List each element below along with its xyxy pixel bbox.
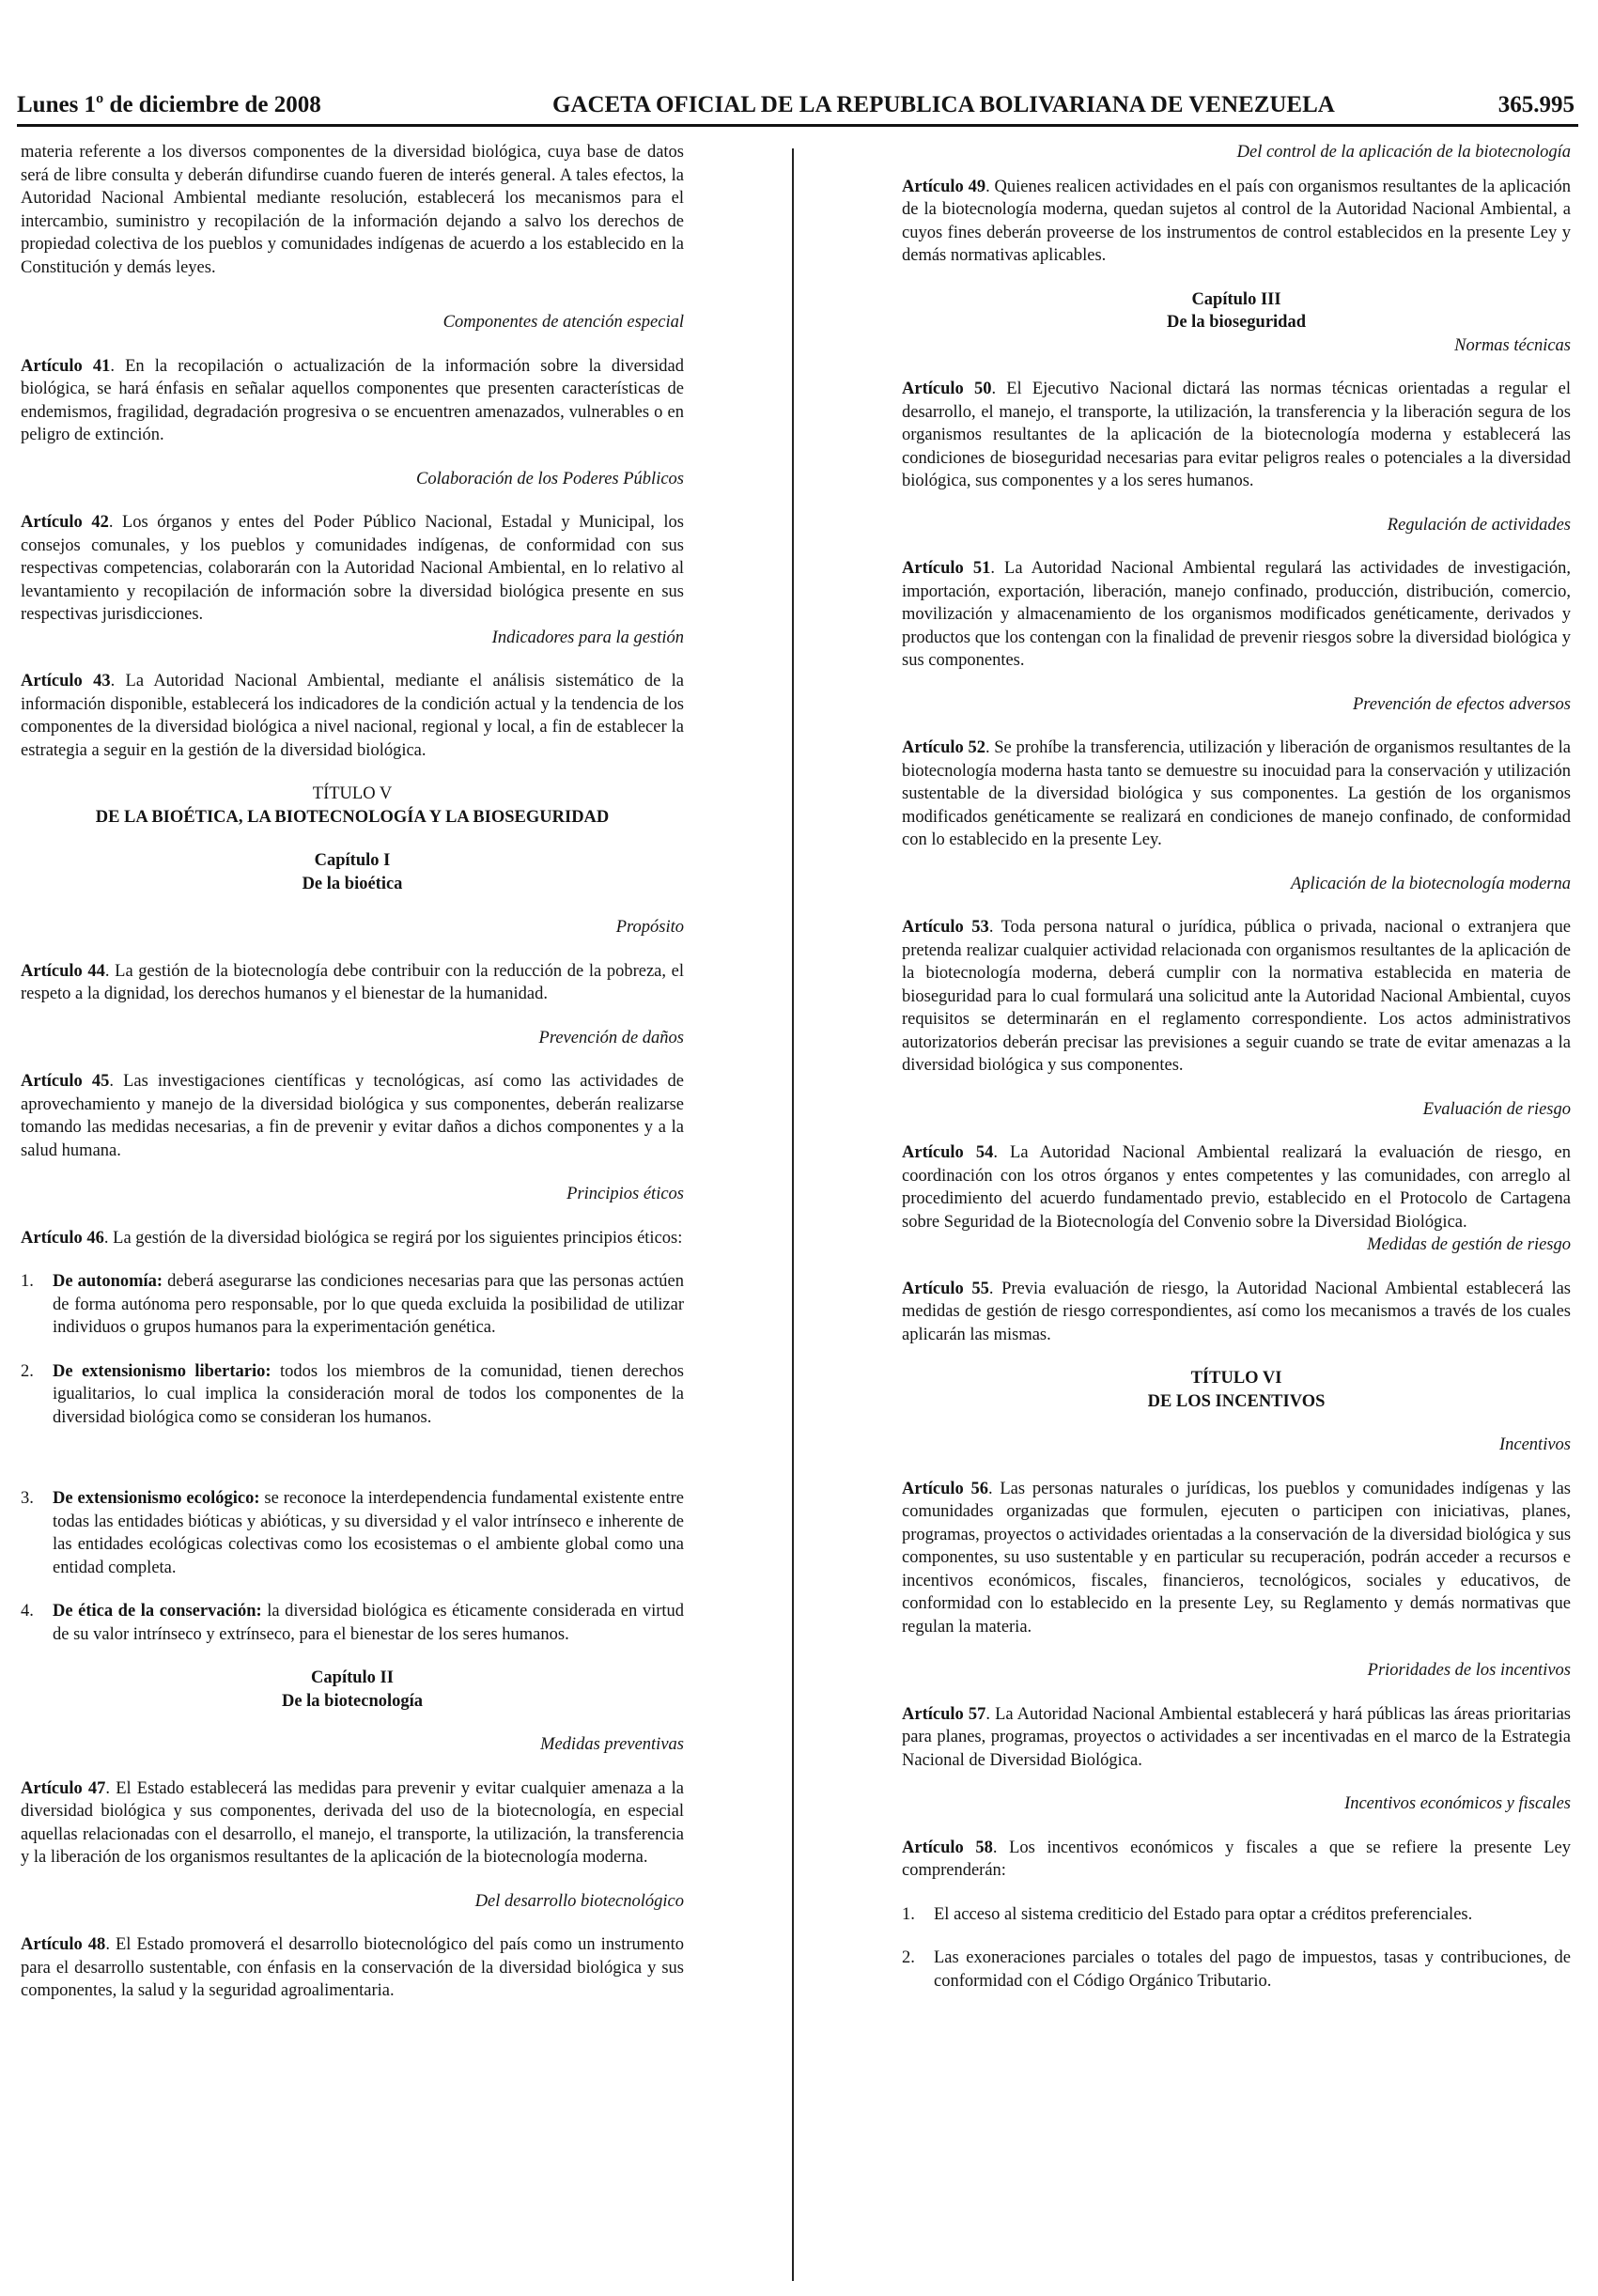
column-divider [792, 148, 794, 2281]
article-49 [902, 176, 1571, 268]
article-56-text: . Las personas naturales o jurídicas, los pueblos y comunidades indígenas y las comunidades organizadas que formulen, ejecuten o participen con iniciativas, planes, programas, proyectos o actividades orientadas a la conservación de la diversidad biológica y sus componentes, su uso sustentable y en particular su recuperación, podrán acceder a recursos e incentivos económicos, fiscales, financieros, tecnológicos, sociales y educativos, de conformidad con lo establecido en la presente Ley, su Reglamento y demás normativas que regulan la materia. [902, 1479, 1572, 1637]
capitulo-ii: Capítulo II [311, 1668, 394, 1687]
capitulo-iii: Capítulo III [1191, 289, 1281, 309]
article-55-text: . Previa evaluación de riesgo, la Autoridad Nacional Ambiental establecerá las medidas de gestión de riesgo correspondientes, así como los mecanismos a través de los cuales aplicarán las mismas. [902, 1279, 1571, 1344]
capitulo-i: Capítulo I [314, 851, 391, 870]
incentive-text: El acceso al sistema crediticio del Estado para optar a créditos preferenciales. [934, 1904, 1473, 1924]
article-50-label: Artículo 50 [902, 380, 992, 398]
article-56 [902, 1478, 1571, 1639]
list-item [902, 1903, 1571, 1927]
article-51-label: Artículo 51 [902, 559, 991, 578]
article-58-text: . Los incentivos económicos y fiscales a que se refiere la presente Ley comprenderán: [902, 1838, 1571, 1880]
article-41-label: Artículo 41 [21, 356, 111, 376]
subheading-art52: Prevención de efectos adversos [1352, 694, 1571, 714]
subheading-art57: Prioridades de los incentivos [1367, 1661, 1571, 1680]
article-49-text: . Quienes realicen actividades en el país con organismos resultantes de la aplicación de la biotecnología moderna, quedan sujetos al control de la Autoridad Nacional Ambiental, a cuyos fines deberán proveerse de los instrumentos de control establecidos en la presente Ley y demás normativas aplicables. [902, 177, 1571, 265]
article-49-label: Artículo 49 [902, 177, 986, 196]
article-58-label: Artículo 58 [902, 1838, 993, 1857]
subheading-art45: Prevención de daños [538, 1028, 684, 1047]
article-57-text: . La Autoridad Nacional Ambiental establecerá y hará públicas las áreas prioritarias para planes, programas, proyectos o actividades a ser incentivadas en el marco de la Estrategia Nacional de Diversidad Biológica. [902, 1704, 1571, 1770]
titulo-vi: TÍTULO VI [1190, 1369, 1282, 1388]
header-title: GACETA OFICIAL DE LA REPUBLICA BOLIVARIANA DE VENEZUELA [552, 92, 1335, 117]
list-item-number: 1. [902, 1904, 915, 1924]
list-item [21, 1270, 684, 1340]
subheading-art46: Principios éticos [566, 1185, 684, 1203]
subheading-art41: Componentes de atención especial [442, 313, 684, 332]
subheading-art44: Propósito [615, 918, 684, 937]
list-item [21, 1600, 684, 1646]
subheading-art54: Evaluación de riesgo [1422, 1099, 1571, 1119]
list-item-number: 4. [21, 1602, 34, 1621]
page-number: 365.995 [1497, 92, 1575, 117]
article-48-text: . El Estado promoverá el desarrollo biotecnológico del país como un instrumento para el desarrollo sustentable, con énfasis en la conservación de la diversidad biológica y sus componentes, la salud y la seguridad agroalimentaria. [21, 1935, 685, 2000]
list-item [902, 1947, 1571, 1993]
article-57 [902, 1703, 1571, 1773]
article-43 [21, 670, 684, 762]
intro-paragraph: materia referente a los diversos componentes de la diversidad biológica, cuya base de datos será de libre consulta y deberán difundirse cuando fueren de interés general. A tales efectos, la Autoridad Nacional Ambiental mediante resolución, establecerá los mecanismos para el intercambio, suministro y recopilación de la información dejando a salvo los derechos de propiedad colectiva de los pueblos y comunidades indígenas de acuerdo a los establecido en la Constitución y demás leyes. [21, 143, 684, 277]
article-45-text: . Las investigaciones científicas y tecnológicas, así como las actividades de aprovechamiento y manejo de la diversidad biológica y sus componentes, deberán realizarse tomando las medidas necesarias, a fin de prevenir y evitar daños a dichos componentes y a la salud humana. [21, 1072, 685, 1160]
subheading-art48: Del desarrollo biotecnológico [474, 1891, 684, 1911]
subheading-art56: Incentivos [1498, 1435, 1571, 1454]
article-44-label: Artículo 44 [21, 961, 105, 981]
article-56-label: Artículo 56 [902, 1479, 989, 1498]
article-52-label: Artículo 52 [902, 738, 985, 757]
capitulo-ii-name: De la biotecnología [281, 1691, 424, 1711]
subheading-art50: Normas técnicas [1454, 335, 1571, 355]
right-column [902, 141, 1571, 1993]
article-55-label: Artículo 55 [902, 1279, 989, 1298]
capitulo-i-name: De la bioética [302, 874, 403, 893]
principle-text: deberá asegurarse las condiciones necesarias para que las personas actúen de forma autónoma pero responsable, por lo que queda excluida la posibilidad de utilizar individuos o grupos humanos para la experimentación genética. [53, 1272, 684, 1337]
article-53-label: Artículo 53 [902, 918, 989, 937]
article-47-text: . El Estado establecerá las medidas para prevenir y evitar cualquier amenaza a la diversidad biológica y sus componentes, derivada del uso de la biotecnología, en especial aquellas relacionadas con el desarrollo, el manejo, el transporte, la utilización, la transferencia y la liberación de los organismos resultantes de la aplicación de la biotecnología moderna. [21, 1778, 685, 1867]
list-item [21, 1360, 684, 1430]
article-52 [902, 737, 1571, 852]
subheading-art49: Del control de la aplicación de la biotecnología [1236, 143, 1571, 162]
article-42 [21, 511, 684, 627]
article-58 [902, 1837, 1571, 1883]
incentive-text: Las exoneraciones parciales o totales del pago de impuestos, tasas y contribuciones, de conformidad con el Código Orgánico Tributario. [934, 1948, 1571, 1991]
article-43-text: . La Autoridad Nacional Ambiental, mediante el análisis sistemático de la información disponible, establecerá los indicadores de la condición actual y la tendencia de los componentes de la diversidad biológica a nivel nacional, regional y local, a fin de establecer la estrategia a seguir en la gestión de la diversidad biológica. [21, 672, 684, 760]
page-header [17, 83, 1578, 127]
principle-text: la diversidad biológica es éticamente considerada en virtud de su valor intrínseco y extrínseco, para el bienestar de los seres humanos. [53, 1602, 685, 1644]
article-45 [21, 1070, 684, 1162]
article-48-label: Artículo 48 [21, 1935, 106, 1954]
article-54-label: Artículo 54 [902, 1143, 994, 1162]
article-51 [902, 557, 1571, 673]
subheading-art58: Incentivos económicos y fiscales [1344, 1794, 1571, 1813]
article-53 [902, 916, 1571, 1078]
article-55 [902, 1278, 1571, 1347]
article-45-label: Artículo 45 [21, 1072, 110, 1091]
article-44-text: . La gestión de la biotecnología debe contribuir con la reducción de la pobreza, el respeto a la dignidad, los derechos humanos y el bienestar de la humanidad. [21, 961, 685, 1003]
principle-term: De extensionismo ecológico: [53, 1489, 260, 1508]
article-46-text: . La gestión de la diversidad biológica se regirá por los siguientes principios éticos: [103, 1228, 683, 1248]
article-43-label: Artículo 43 [21, 672, 111, 690]
subheading-art53: Aplicación de la biotecnología moderna [1291, 874, 1571, 893]
header-date: Lunes 1º de diciembre de 2008 [17, 92, 321, 117]
subheading-art47: Medidas preventivas [540, 1735, 684, 1754]
article-54 [902, 1141, 1571, 1233]
titulo-v: TÍTULO V [312, 784, 393, 803]
article-48 [21, 1933, 684, 2003]
list-item-number: 1. [21, 1272, 34, 1291]
article-41-text: . En la recopilación o actualización de la información sobre la diversidad biológica, se hará énfasis en señalar aquellos componentes que presenten características de endemismos, fragilidad, degradación progresiva o se encuentren amenazados, vulnerables o en peligro de extinción. [21, 356, 684, 444]
left-column [21, 141, 684, 2003]
principles-list [21, 1270, 684, 1646]
subheading-art51: Regulación de actividades [1387, 515, 1571, 535]
article-57-label: Artículo 57 [902, 1704, 986, 1724]
principle-term: De ética de la conservación: [53, 1602, 262, 1621]
article-41 [21, 355, 684, 447]
article-50-text: . El Ejecutivo Nacional dictará las normas técnicas orientadas a regular el desarrollo, el manejo, el transporte, la utilización, la transferencia y la liberación segura de los organismos resultantes de la aplicación de la biotecnología moderna y establecerá las condiciones de bioseguridad necesarias para evitar peligros reales o potenciales a la diversidad biológica, sus componentes y a los seres humanos. [902, 380, 1571, 490]
article-52-text: . Se prohíbe la transferencia, utilización y liberación de organismos resultantes de la biotecnología moderna hasta tanto se demuestre su inocuidad para la conservación y utilización sustentable de la diversidad biológica y sus componentes. La gestión de los organismos modificados genéticamente se realizará en condiciones de manejo confinado, de conformidad con lo establecido en la presente Ley. [902, 738, 1571, 849]
article-51-text: . La Autoridad Nacional Ambiental regulará las actividades de investigación, importación, exportación, liberación, manejo confinado, producción, distribución, comercio, movilización y almacenamiento de los organismos modificados genéticamente, derivados y productos que los contengan con la finalidad de prevenir riesgos sobre la diversidad biológica y sus componentes. [902, 559, 1572, 670]
incentives-list [902, 1903, 1571, 1993]
article-53-text: . Toda persona natural o jurídica, pública o privada, nacional o extranjera que pretenda realizar cualquier actividad relacionada con organismos resultantes de la aplicación de la biotecnología moderna, deberá cumplir con la normativa establecida en materia de bioseguridad para lo cual formulará una solicitud ante la Autoridad Nacional Ambiental, cuyos requisitos se determinarán en el reglamento correspondiente. Los actos administrativos autorizatorios deberán precisar las previsiones a seguir cuando se trate de evitar amenazas a la diversidad biológica y sus componentes. [902, 918, 1572, 1075]
list-item [21, 1487, 684, 1579]
list-item-number: 3. [21, 1489, 34, 1508]
article-54-text: . La Autoridad Nacional Ambiental realizará la evaluación de riesgo, en coordinación con los otros órganos y entes competentes y las comunidades, con arreglo al procedimiento del acuerdo fundamentado previo, establecido en el Protocolo de Cartagena sobre Seguridad de la Biotecnología del Convenio sobre la Diversidad Biológica. [902, 1143, 1571, 1232]
article-42-label: Artículo 42 [21, 513, 109, 532]
principle-text: todos los miembros de la comunidad, tienen derechos igualitarios, lo cual implica la consideración moral de todos los componentes de la diversidad biológica como se consideran los humanos. [53, 1361, 684, 1427]
capitulo-iii-name: De la bioseguridad [1166, 313, 1307, 332]
subheading-art42: Colaboración de los Poderes Públicos [415, 469, 684, 489]
principle-term: De extensionismo libertario: [53, 1361, 272, 1381]
list-item-number: 2. [21, 1361, 34, 1381]
article-47 [21, 1777, 684, 1869]
article-46-label: Artículo 46 [21, 1228, 104, 1248]
article-50 [902, 378, 1571, 493]
article-47-label: Artículo 47 [21, 1778, 106, 1798]
subheading-art43: Indicadores para la gestión [491, 628, 684, 647]
subheading-art55: Medidas de gestión de riesgo [1367, 1235, 1571, 1254]
titulo-vi-name: DE LOS INCENTIVOS [1147, 1391, 1326, 1411]
titulo-v-name: DE LA BIOÉTICA, LA BIOTECNOLOGÍA Y LA BIOSEGURIDAD [95, 807, 610, 827]
principle-term: De autonomía: [53, 1272, 163, 1291]
article-42-text: . Los órganos y entes del Poder Público Nacional, Estadal y Municipal, los consejos comunales, y los pueblos y comunidades indígenas, de conformidad con sus respectivas competencias, colaborarán con la Autoridad Nacional Ambiental, en lo relativo al levantamiento y recopilación de información sobre la diversidad biológica presente en sus respectivas jurisdicciones. [21, 513, 684, 624]
principle-text: se reconoce la interdependencia fundamental existente entre todas las entidades bióticas y abióticas, y su diversidad y el valor intrínseco e inherente de las entidades ecológicas colectivas como los ecosistemas o el ambiente global como una entidad completa. [53, 1489, 684, 1577]
list-item-number: 2. [902, 1948, 915, 1967]
article-44 [21, 960, 684, 1006]
article-46 [21, 1227, 684, 1250]
